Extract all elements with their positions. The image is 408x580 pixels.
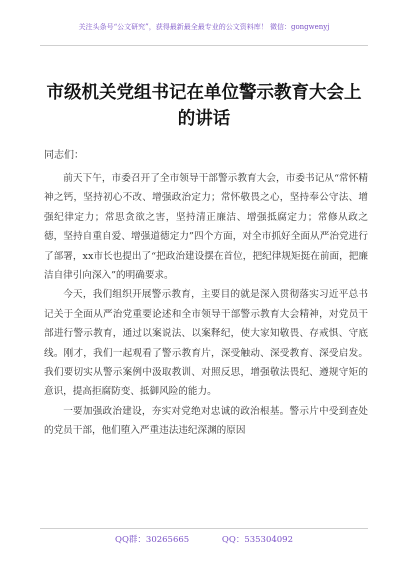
body-paragraph: 今天，我们组织开展警示教育，主要目的就是深入贯彻落实习近平总书记关于全面从严治党重要论述和全市领导干部警示教育大会精神，对党员干部进行警示教育，通过以案说法、以案释纪，使大家知敬畏、存戒惧、守底线。刚才，我们一起观看了警示教育片，深受触动、深受教育、深受启发。我们要切实从警示案例中汲取教训、对照反思，增强敬法畏纪、遵规守矩的意识，提高拒腐防变、抵御风险的能力。 bbox=[44, 289, 368, 398]
qq-number: QQ：535304092 bbox=[221, 535, 293, 545]
salutation: 同志们： bbox=[44, 150, 84, 161]
qq-group-number: QQ群：30265665 bbox=[114, 535, 190, 545]
footer-contact bbox=[0, 534, 408, 546]
body-paragraph: 一要加强政治建设，夯实对党绝对忠诚的政治根基。警示片中受到查处的党员干部，他们堕入严重违法违纪深渊的原因 bbox=[44, 405, 368, 437]
document-title: 市级机关党组书记在单位警示教育大会上的讲话 bbox=[46, 83, 362, 129]
header-banner: 关注头条号“公文研究”，获得最新最全最专业的公文资料库！ 微信：gongwenyj bbox=[78, 23, 330, 31]
document-body bbox=[44, 169, 368, 441]
footer-divider bbox=[40, 528, 368, 529]
body-paragraph: 前天下午，市委召开了全市领导干部警示教育大会，市委书记从“常怀精神之钙，坚持初心不改、增强政治定力；常怀敬畏之心，坚持奉公守法、增强纪律定力；常思贪欲之害，坚持清正廉洁、增强抵腐定力；常修从政之德，坚持自重自爱、增强道德定力”四个方面，对全市抓好全面从严治党进行了部署，xx市长也提出了“把政治建设摆在首位，把纪律规矩挺在前面，把廉洁自律引向深入”的明确要求。 bbox=[44, 173, 368, 282]
header-divider bbox=[40, 45, 368, 46]
